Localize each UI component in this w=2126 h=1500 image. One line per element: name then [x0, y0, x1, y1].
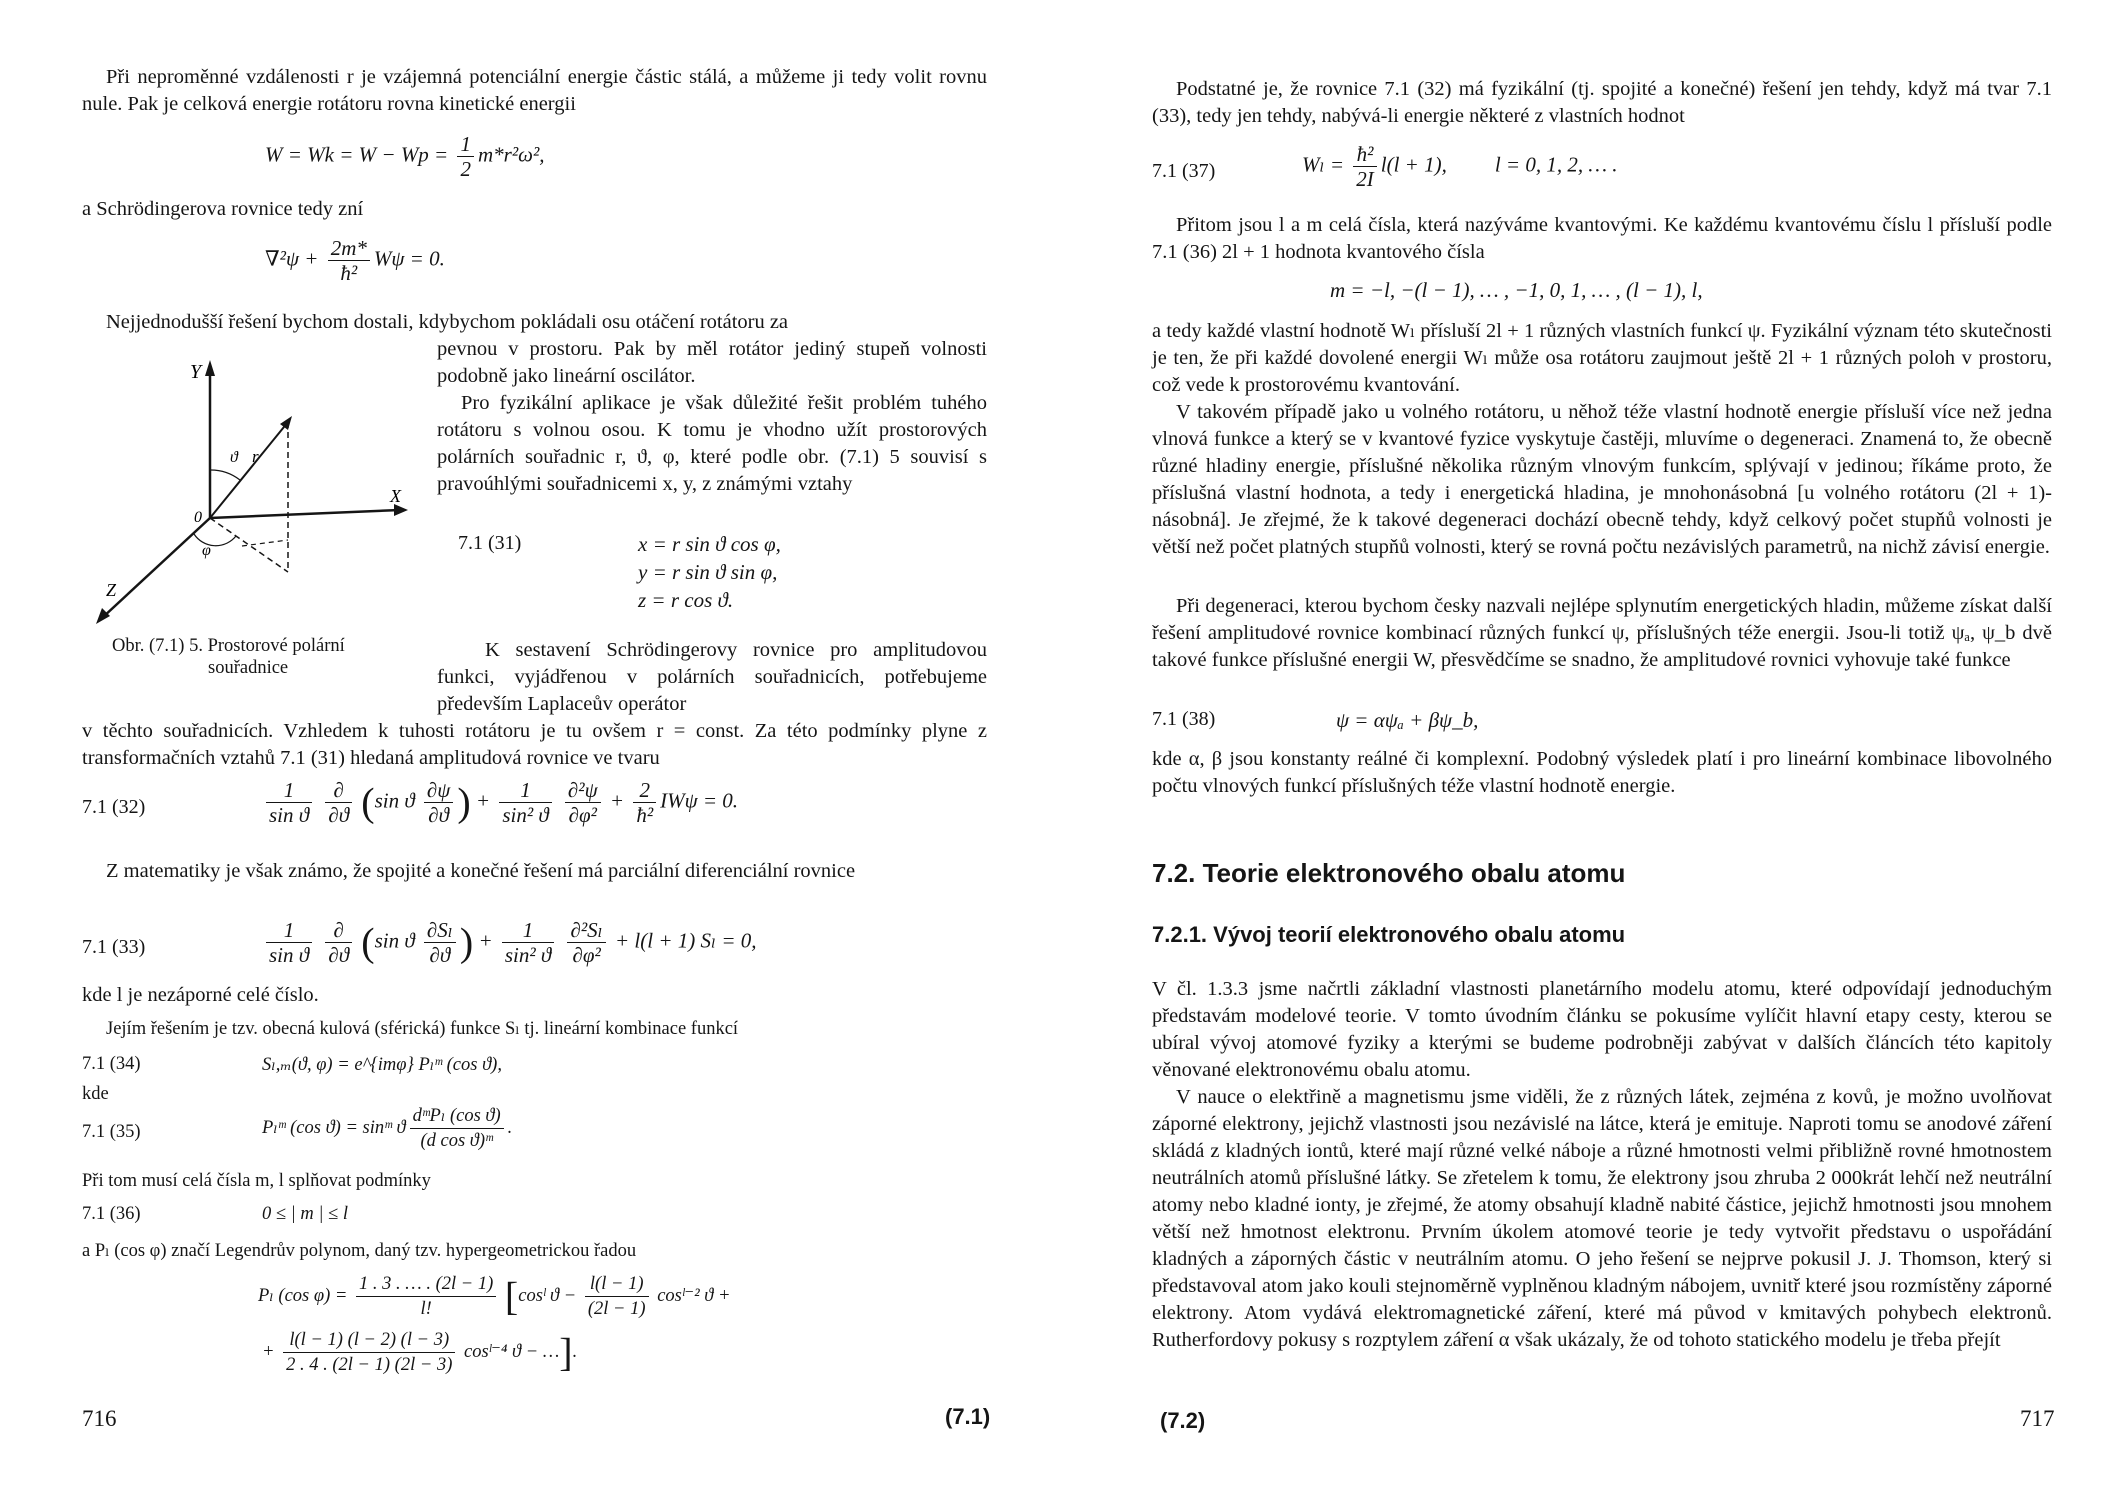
- right-page: [1080, 0, 2126, 1500]
- equation-37: Wₗ = $\frac{\text{ħ²}}{2I}$ l(l + 1), l = 0, 1, 2, … .: [1302, 142, 1618, 191]
- section-heading: 7.2. Teorie elektronového obalu atomu: [1152, 858, 1626, 888]
- equation-label: 7.1 (31): [458, 532, 522, 554]
- page-number: 717: [2020, 1406, 2055, 1431]
- equation-label: 7.1 (37): [1152, 160, 1216, 182]
- equation-32: $\frac{1}{\text{sin ϑ}}$ $\frac{\partial}{\partial ϑ}$ (sin ϑ $\frac{\partial\psi}{\partial ϑ}$ ) + $\frac{1}{\text{sin² ϑ}}$ $\frac{\text{∂²ψ}}{\text{∂φ²}}$ + $\frac{2}{\text{ħ²}}$ IWψ = 0.: [262, 778, 738, 827]
- equation-m-values: m = −l, −(l − 1), … , −1, 0, 1, … , (l − 1), l,: [1330, 278, 1703, 302]
- equation-31-line: z = r cos ϑ.: [638, 588, 734, 612]
- polar-coordinates-figure: [90, 350, 430, 640]
- x-axis: [210, 510, 400, 518]
- paragraph: Při tom musí celá čísla m, l splňovat podmínky: [82, 1171, 431, 1191]
- radius-vector: [210, 422, 288, 518]
- paragraph: V čl. 1.3.3 jsme načrtli základní vlastnosti planetárního modelu atomu, které odpovídají jednoduchým představám modelové teorie. V tomto úvodním článku se pokusíme vylíčit hlavní etapy cesty, kterou se ubíral vývoj atomové fyziky a kterými se budeme podrobněji zabývat v dalších článcích této kapitoly věnované elektronovému obalu atomu.: [1152, 978, 2052, 1081]
- radius-vector-arrow: [280, 416, 292, 430]
- label-y: Y: [190, 361, 202, 383]
- equation-label: 7.1 (32): [82, 796, 146, 818]
- equation-38: ψ = αψₐ + βψ_b,: [1336, 708, 1479, 732]
- equation-label: 7.1 (36): [82, 1204, 141, 1224]
- label-theta: ϑ: [230, 449, 238, 466]
- label-r: r: [252, 447, 259, 466]
- equation-label: 7.1 (34): [82, 1054, 141, 1074]
- paragraph: Z matematiky je však známo, že spojité a konečné řešení má parciální diferenciální rovnice: [106, 860, 856, 882]
- label-x: X: [390, 486, 401, 506]
- projection-line: [242, 540, 288, 546]
- left-page: [0, 0, 1060, 1500]
- paragraph: Přitom jsou l a m celá čísla, která nazýváme kvantovými. Ke každému kvantovému číslu l přísluší podle 7.1 (36) 2l + 1 hodnota kvantového čísla: [1152, 214, 2052, 263]
- y-axis-arrow: [205, 360, 215, 376]
- figure-caption: souřadnice: [208, 658, 289, 678]
- paragraph: a tedy každé vlastní hodnotě Wₗ přísluší 2l + 1 různých vlastních funkcí ψ. Fyzikální význam této skutečnosti je ten, že při každé dovolené energii Wₗ může osa rotátoru zaujmout ještě 2l + 1 různých poloh v prostoru, což vede k prostorovému kvantování.: [1152, 320, 2052, 396]
- phi-arc: [194, 534, 236, 546]
- z-axis: [102, 518, 210, 618]
- paragraph: v těchto souřadnicích. Vzhledem k tuhosti rotátoru je tu ovšem r = const. Za této podmínky plyne z transformačních vztahů 7.1 (31) hledaná amplitudová rovnice ve tvaru: [82, 720, 987, 769]
- section-marker: (7.1): [945, 1404, 991, 1429]
- figure-caption: Obr. (7.1) 5. Prostorové polární: [112, 636, 345, 656]
- equation-33: $\frac{1}{\text{sin ϑ}}$ $\frac{\partial}{\partial ϑ}$ (sin ϑ $\frac{\text{∂Sₗ}}{\partial ϑ}$ ) + $\frac{1}{\text{sin² ϑ}}$ $\frac{\text{∂²Sₗ}}{\text{∂φ²}}$ + l(l + 1) Sₗ = 0,: [262, 918, 757, 967]
- paragraph: Pro fyzikální aplikace je však důležité řešit problém tuhého rotátoru s volnou osou. K tomu je vhodno užít prostorových polárních souřadnic r, ϑ, φ, které podle obr. (7.1) 5 souvisí s pravoúhlými souřadnicemi x, y, z známými vztahy: [437, 392, 987, 495]
- section-marker: (7.2): [1160, 1408, 1206, 1433]
- z-axis-arrow: [96, 608, 110, 624]
- label-origin: 0: [194, 509, 202, 526]
- equation-label: 7.1 (33): [82, 936, 146, 958]
- subsection-heading: 7.2.1. Vývoj teorií elektronového obalu atomu: [1152, 922, 1626, 947]
- page-number: 716: [82, 1406, 117, 1431]
- paragraph: Nejjednodušší řešení bychom dostali, kdybychom pokládali osu otáčení rotátoru za: [106, 311, 789, 333]
- paragraph: kde l je nezáporné celé číslo.: [82, 984, 319, 1006]
- paragraph: a Schrödingerova rovnice tedy zní: [82, 198, 364, 220]
- paragraph: Při degeneraci, kterou bychom česky nazvali nejlépe splynutím energetických hladin, můžeme získat další řešení amplitudové rovnice kombinací různých funkcí ψ, příslušných téže energii. Jsou-li totiž ψₐ, ψ_b dvě takové funkce příslušné energii W, přesvědčíme se snadno, že amplitudové rovnici vyhovuje také funkce: [1152, 595, 2052, 671]
- paragraph: K sestavení Schrödingerovy rovnice pro amplitudovou funkci, vyjádřenou v polárních souřadnicích, potřebujeme především Laplaceův operátor: [437, 639, 987, 715]
- equation-legendre-continued: + $\frac{l(l - 1) (l - 2) (l - 3)}{2 . 4 . (2l - 1) (2l - 3)}$ cosˡ⁻⁴ ϑ − …].: [262, 1329, 578, 1375]
- label-phi: φ: [202, 542, 211, 559]
- theta-arc: [210, 470, 240, 480]
- equation-label: 7.1 (35): [82, 1122, 141, 1142]
- equation-legendre: Pₗ (cos φ) = $\frac{1 . 3 . \dots . (2l - 1)}{l!}$ [cosˡ ϑ − $\frac{l(l - 1)}{(2l - 1)}$ cosˡ⁻² ϑ +: [258, 1273, 731, 1319]
- paragraph: Jejím řešením je tzv. obecná kulová (sférická) funkce Sₗ tj. lineární kombinace funkcí: [106, 1019, 739, 1039]
- equation-36: 0 ≤ | m | ≤ l: [262, 1204, 348, 1224]
- paragraph: kde α, β jsou konstanty reálné či komplexní. Podobný výsledek platí i pro lineární kombinace libovolného počtu vlnových funkcí příslušných téže vlastní hodnotě energie.: [1152, 748, 2052, 797]
- paragraph: a Pₗ (cos φ) značí Legendrův polynom, daný tzv. hypergeometrickou řadou: [82, 1241, 637, 1261]
- equation-energy: W = Wk = W − Wp = $\frac{1}{2}$ m*r²ω²,: [265, 132, 545, 181]
- paragraph: V takovém případě jako u volného rotátoru, u něhož téže vlastní hodnotě energie přísluší více než jedna vlnová funkce a který se v kvantové fyzice vyskytuje častěji, mluvíme o degeneraci. Znamená to, že obecně různé hladiny energie, příslušné několika různým vlnovým funkcím, splývají v jedinou; říkáme proto, že příslušná vlastní hodnota, a tedy i energetická hladina, je mnohonásobná [u volného rotátoru (2l + 1)-násobná]. Je zřejmé, že k takové degeneraci dochází obecně tehdy, když celkový počet stupňů volnosti je větší než počet platných stupňů volnosti, který se rovná počtu nezávislých parametrů, na nichž závisí energie.: [1152, 401, 2052, 558]
- equation-label: 7.1 (38): [1152, 708, 1216, 730]
- equation-31-line: y = r sin ϑ sin φ,: [638, 560, 778, 584]
- label-z: Z: [106, 580, 117, 600]
- equation-schrodinger: ∇²ψ + $\frac{2m*}{\text{ħ²}}$ Wψ = 0.: [265, 236, 445, 285]
- equation-31-line: x = r sin ϑ cos φ,: [638, 532, 781, 556]
- kde-text: kde: [82, 1084, 109, 1104]
- equation-34: Sₗ,ₘ(ϑ, φ) = e^{imφ} Pₗᵐ (cos ϑ),: [262, 1055, 502, 1075]
- paragraph: Při neproměnné vzdálenosti r je vzájemná potenciální energie částic stálá, a můžeme ji tedy volit rovnu nule. Pak je celková energie rotátoru rovna kinetické energii: [82, 66, 987, 115]
- equation-35: Pₗᵐ (cos ϑ) = sinᵐ ϑ $\frac{\text{dᵐPₗ (cos ϑ)}}{\text{(d cos ϑ)ᵐ}}$ .: [262, 1106, 513, 1151]
- paragraph: Podstatné je, že rovnice 7.1 (32) má fyzikální (tj. spojité a konečné) řešení jen tehdy, když má tvar 7.1 (33), tedy jen tehdy, nabývá-li energie některé z vlastních hodnot: [1152, 78, 2052, 127]
- paragraph: pevnou v prostoru. Pak by měl rotátor jediný stupeň volnosti podobně jako lineární oscilátor.: [437, 338, 987, 387]
- paragraph: V nauce o elektřině a magnetismu jsme viděli, že z různých látek, zejména z kovů, je možno uvolňovat záporné elektrony, jejichž vlastnosti jsou nezávislé na látce, která je emituje. Naproti tomu se anodové záření skládá z kladných iontů, které mají různé velké náboje a různé hmotnosti velmi přibližně rovné hmotnostem neutrálních atomů příslušné látky. Se zřetelem k tomu, že elektrony jsou zhruba 2 000krát lehčí než neutrální atomy nebo kladné ionty, je zřejmé, že atomy obsahují kladně nabité částice, jejichž hmotnosti jsou mnohem větší než hmotnost elektronu. Prvním úkolem atomové teorie je tedy vytvořit představu o uspořádání kladných a záporných částic v neutrálním atomu. O jeho řešení se nejprve pokusil J. J. Thomson, který si představoval atom jako kouli stejnoměrně vyplněnou kladným nábojem, uvnitř které jsou rozmístěny záporné elektrony. Atom vydává elektromagnetické záření, které má původ v kmitavých pohybech elektronů. Rutherfordovy pokusy s rozptylem záření α však ukázaly, že od tohoto statického modelu je třeba přejít: [1152, 1086, 2052, 1351]
